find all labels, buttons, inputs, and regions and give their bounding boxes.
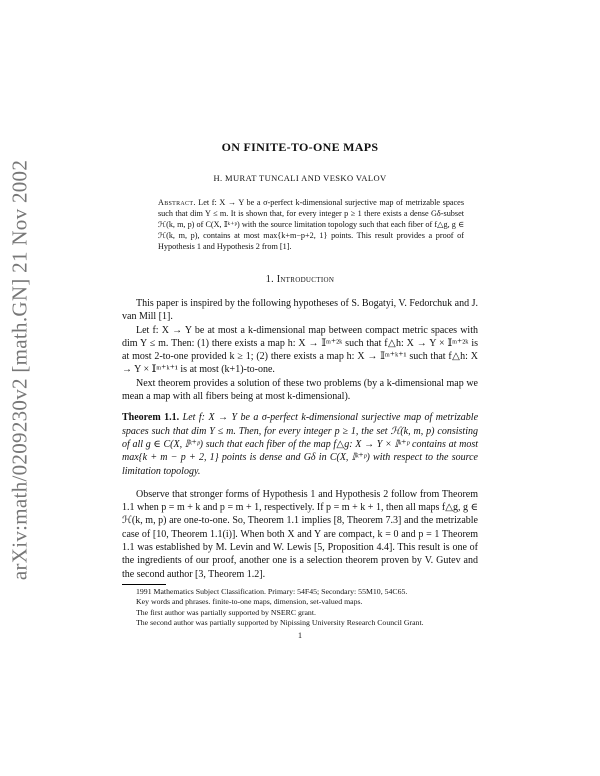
page-number: 1 — [298, 630, 302, 640]
abstract-label: Abstract. — [158, 198, 196, 207]
theorem-label: Theorem 1.1. — [122, 412, 180, 424]
paragraph-1: This paper is inspired by the following hypotheses of S. Bogatyi, V. Fedorchuk and J. van Mill [1]. — [122, 298, 478, 323]
theorem-1-1 — [122, 411, 478, 477]
footnote-rule — [122, 584, 166, 585]
paper-title: ON FINITE-TO-ONE MAPS — [221, 140, 379, 154]
footnote-support-1: The first author was partially supported by NSERC grant. — [136, 607, 316, 617]
arxiv-sidebar-stamp — [2, 150, 38, 590]
paper-authors: H. MURAT TUNCALI AND VESKO VALOV — [213, 173, 387, 183]
footnote-support-2: The second author was partially supported by Nipissing University Research Council Grant. — [136, 618, 424, 628]
abstract — [158, 197, 464, 252]
theorem-text: Let f: X → Y be a σ-perfect k-dimensional surjective map of metrizable spaces such that dim Y ≤ m. Then, for every integer p ≥ 1, the set ℋ(k, m, p) consisting of all g ∈ C(X, 𝕀ᵏ⁺ᵖ) such that each fiber of the map f△g: X → Y × 𝕀ᵏ⁺ᵖ contains at most max{k + m − p + 2, 1} points is dense and Gδ in C(X, 𝕀ᵏ⁺ᵖ) with respect to the source limitation topology. — [122, 412, 479, 477]
paragraph-3: Next theorem provides a solution of these two problems (by a k-dimensional map we mean a map with all fibers being at most k-dimensional). — [122, 377, 478, 403]
paper-page — [122, 140, 478, 640]
section-heading-introduction: 1. Introduction — [265, 274, 335, 285]
footnote-keywords: Key words and phrases. finite-to-one maps, dimension, set-valued maps. — [136, 597, 363, 607]
footnote-msc: 1991 Mathematics Subject Classification. Primary: 54F45; Secondary: 55M10, 54C65. — [136, 586, 408, 596]
paragraph-2: Let f: X → Y be at most a k-dimensional map between compact metric spaces with dim Y ≤ m. Then: (1) there exists a map h: X → 𝕀ᵐ⁺²ᵏ such that f△h: X → Y × 𝕀ᵐ⁺²ᵏ is at most 2-to-one provided k ≥ 1; (2) there exists a map h: X → 𝕀ᵐ⁺ᵏ⁺¹ such that f△h: X → Y × 𝕀ᵐ⁺ᵏ⁺¹ is at most (k+1)-to-one. — [122, 324, 478, 376]
abstract-text: Let f: X → Y be a σ-perfect k-dimensional surjective map of metrizable spaces such that dim Y ≤ m. It is shown that, for every integer p ≥ 1 there exists a dense Gδ-subset ℋ(k, m, p) of C(X, 𝕀ᵏ⁺ᵖ) with the source limitation topology such that each fiber of f△g, g ∈ ℋ(k, m, p), contains at most max{k+m−p+2, 1} points. This result provides a proof of Hypothesis 1 and Hypothesis 2 from [1]. — [158, 198, 464, 251]
paragraph-4: Observe that stronger forms of Hypothesis 1 and Hypothesis 2 follow from Theorem 1.1 when p = m + k and p = m + 1, respectively. If p = m + k + 1, then all maps f△g, g ∈ ℋ(k, m, p) are one-to-one. So, Theorem 1.1 implies [8, Theorem 7.3] and the metrizable case of [10, Theorem 1.1(i)]. When both X and Y are compact, k = 0 and p = 1 Theorem 1.1 was established by M. Levin and W. Lewis [5, Proposition 4.4]. This result is one of the ingredients of our proof, another one is a selection theorem proven by V. Gutev and the second author [3, Theorem 1.2]. — [122, 488, 478, 580]
introduction-body — [122, 297, 478, 581]
arxiv-id-label: arXiv:math/0209230v2 [math.GN] 21 Nov 2002 — [7, 159, 32, 581]
